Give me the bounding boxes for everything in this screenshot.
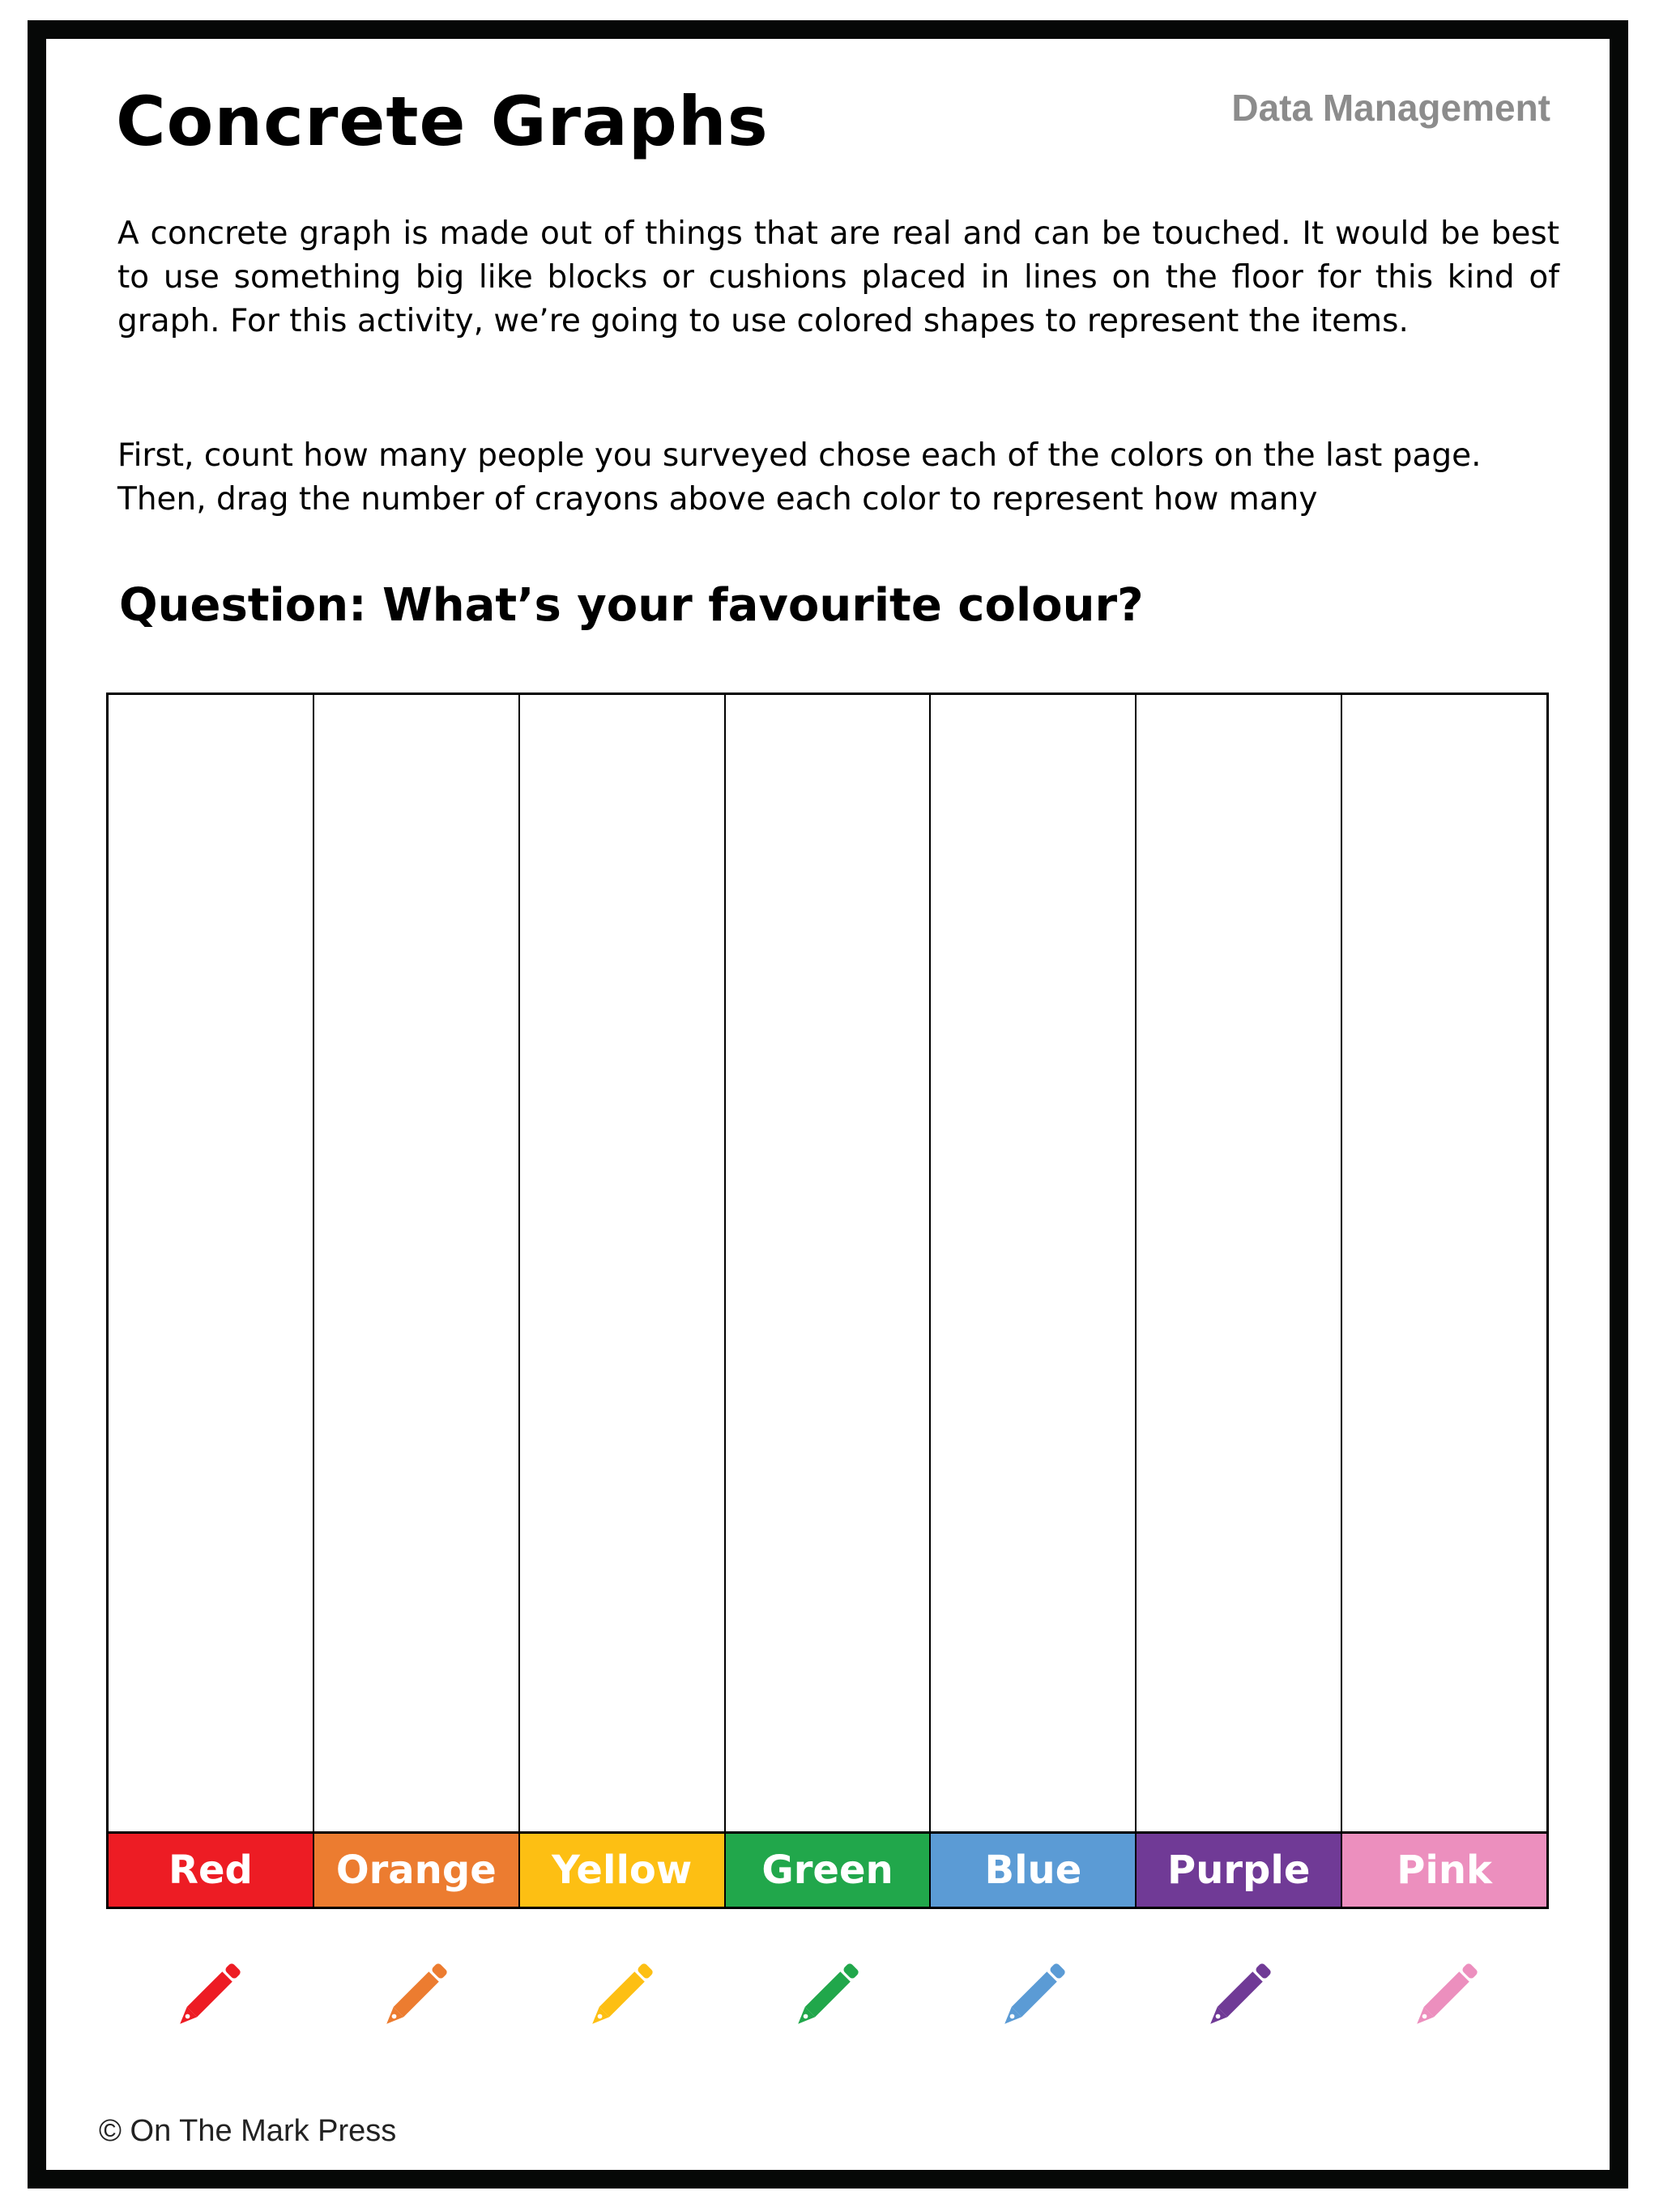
graph-column-blue xyxy=(931,695,1137,1907)
column-label-pink: Pink xyxy=(1342,1831,1546,1907)
graph-column-pink xyxy=(1342,695,1546,1907)
concrete-graph-grid xyxy=(106,693,1549,1909)
graph-column-yellow xyxy=(520,695,726,1907)
column-label-red: Red xyxy=(109,1831,313,1907)
column-label-blue: Blue xyxy=(931,1831,1135,1907)
drop-zone-red[interactable] xyxy=(109,695,313,1831)
crayon-orange[interactable] xyxy=(312,1948,518,2045)
crayon-yellow[interactable] xyxy=(518,1948,724,2045)
intro-paragraph-1: A concrete graph is made out of things that are real and can be touched. It would be best to use something big like blocks or cushions placed in lines on the floor for this kind of graph. For this activity, we’re going to use colored shapes to represent the items. xyxy=(117,215,1559,339)
graph-column-purple xyxy=(1137,695,1342,1907)
page-title: Concrete Graphs xyxy=(116,82,769,161)
pencil-icon xyxy=(371,1950,460,2043)
column-label-yellow: Yellow xyxy=(520,1831,724,1907)
pencil-icon xyxy=(783,1950,872,2043)
crayon-red[interactable] xyxy=(106,1948,312,2045)
crayon-pink[interactable] xyxy=(1343,1948,1549,2045)
crayon-blue[interactable] xyxy=(931,1948,1137,2045)
drop-zone-orange[interactable] xyxy=(314,695,518,1831)
pencil-icon xyxy=(164,1950,254,2043)
question-heading: Question: What’s your favourite colour? xyxy=(119,579,1144,632)
drop-zone-yellow[interactable] xyxy=(520,695,724,1831)
drop-zone-purple[interactable] xyxy=(1137,695,1341,1831)
pencil-icon xyxy=(1195,1950,1284,2043)
column-label-orange: Orange xyxy=(314,1831,518,1907)
copyright-footer: © On The Mark Press xyxy=(99,2114,397,2148)
crayon-purple[interactable] xyxy=(1137,1948,1342,2045)
crayon-tray xyxy=(106,1948,1549,2045)
section-label: Data Management xyxy=(1231,87,1550,129)
graph-column-orange xyxy=(314,695,520,1907)
pencil-icon xyxy=(1401,1950,1491,2043)
drop-zone-pink[interactable] xyxy=(1342,695,1546,1831)
graph-column-green xyxy=(726,695,932,1907)
pencil-icon xyxy=(989,1950,1078,2043)
crayon-green[interactable] xyxy=(724,1948,930,2045)
column-label-purple: Purple xyxy=(1137,1831,1341,1907)
intro-paragraph-2: First, count how many people you surveyed chose each of the colors on the last page. Then, drag the number of crayons above each color to represent how many xyxy=(117,437,1482,518)
graph-column-red xyxy=(109,695,314,1907)
drop-zone-green[interactable] xyxy=(726,695,930,1831)
drop-zone-blue[interactable] xyxy=(931,695,1135,1831)
pencil-icon xyxy=(577,1950,666,2043)
column-label-green: Green xyxy=(726,1831,930,1907)
